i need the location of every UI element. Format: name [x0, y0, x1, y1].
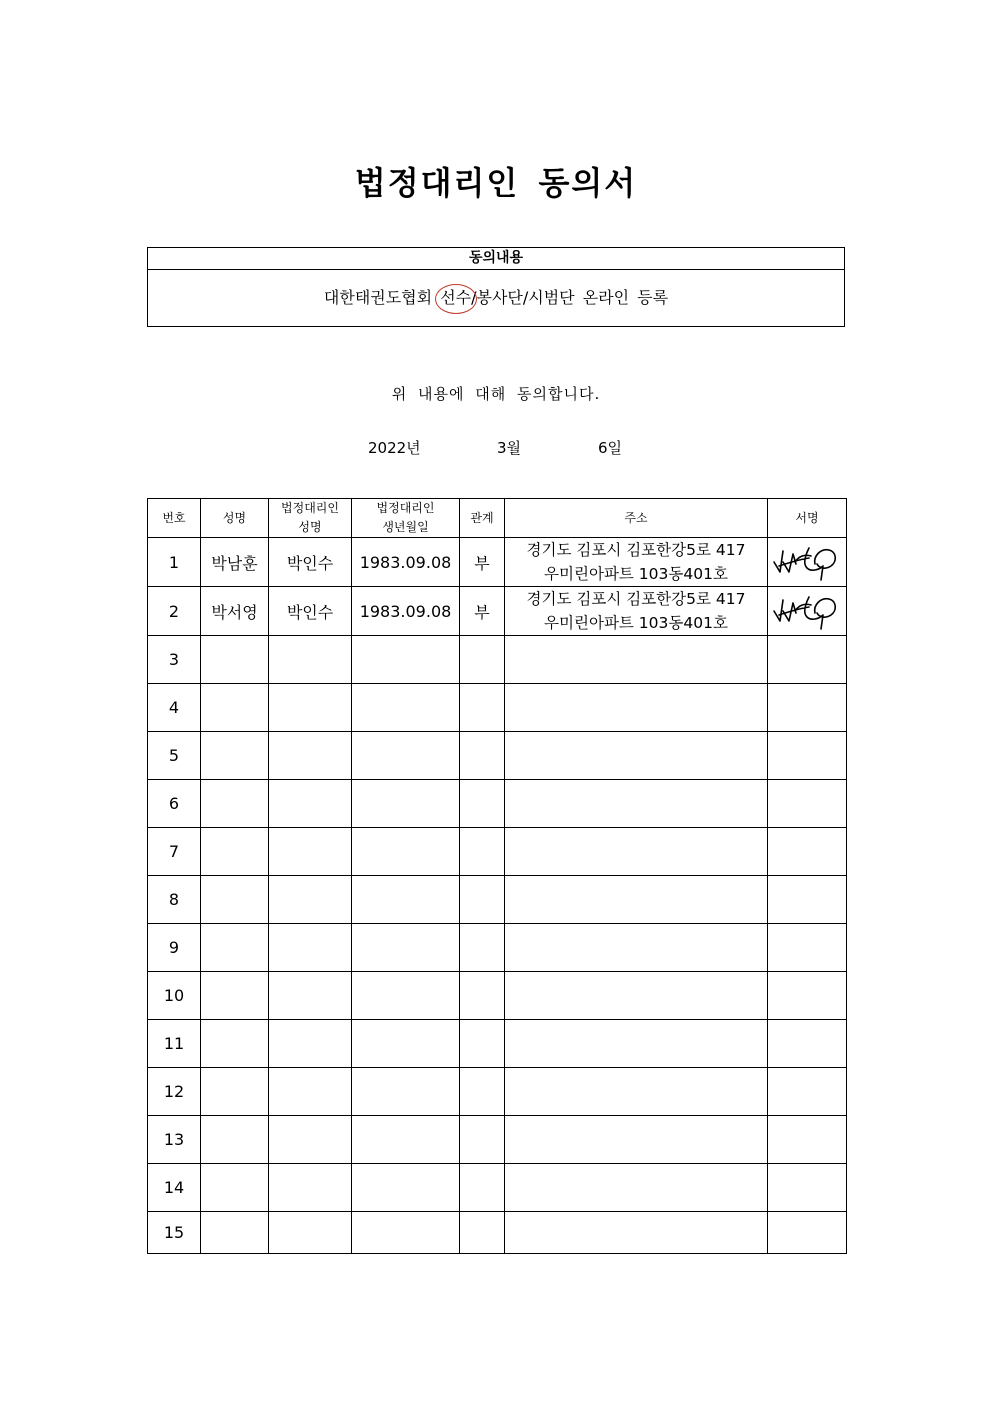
cell-rep-birth: [352, 1116, 460, 1164]
table-row: [148, 587, 847, 636]
cell-rep-name: [269, 1020, 352, 1068]
cell-address: [505, 636, 768, 684]
cell-name: [201, 924, 269, 972]
header-rep-name-line2: 성명: [298, 520, 322, 534]
registration-table: [147, 498, 847, 1254]
cell-relation: [460, 1020, 505, 1068]
table-row: [148, 828, 847, 876]
cell-relation: [460, 732, 505, 780]
cell-no: 9: [148, 924, 201, 972]
table-row: [148, 876, 847, 924]
cell-address: [505, 1068, 768, 1116]
cell-no: 7: [148, 828, 201, 876]
cell-no: 10: [148, 972, 201, 1020]
cell-signature: [768, 538, 847, 587]
cell-name: 박서영: [201, 587, 269, 636]
table-row: [148, 972, 847, 1020]
header-rep-name-line1: 법정대리인: [281, 501, 339, 515]
cell-rep-birth: [352, 972, 460, 1020]
cell-relation: [460, 828, 505, 876]
cell-rep-birth: [352, 924, 460, 972]
cell-no: 14: [148, 1164, 201, 1212]
cell-signature: [768, 1020, 847, 1068]
cell-relation: [460, 972, 505, 1020]
cell-rep-name: [269, 636, 352, 684]
table-row: [148, 780, 847, 828]
table-body: [148, 538, 847, 1254]
cell-signature: [768, 972, 847, 1020]
cell-relation: [460, 1116, 505, 1164]
date-month: 3월: [497, 439, 522, 457]
cell-no: 3: [148, 636, 201, 684]
cell-rep-name: 박인수: [269, 538, 352, 587]
address-line-1: 경기도 김포시 김포한강5로 417: [526, 541, 746, 559]
cell-name: [201, 1212, 269, 1254]
table-row: [148, 1212, 847, 1254]
cell-rep-birth: [352, 876, 460, 924]
consent-header: 동의내용: [148, 248, 844, 270]
date-year: 2022년: [368, 439, 421, 457]
consent-text-before: 대한태권도협회: [323, 288, 441, 307]
header-rep-name: [269, 499, 352, 538]
cell-relation: [460, 780, 505, 828]
cell-no: 15: [148, 1212, 201, 1254]
cell-rep-name: 박인수: [269, 587, 352, 636]
cell-rep-name: [269, 876, 352, 924]
cell-name: [201, 1164, 269, 1212]
cell-no: 2: [148, 587, 201, 636]
address-line-2: 우미린아파트 103동401호: [544, 565, 728, 583]
header-no: 번호: [148, 499, 201, 538]
date-day: 6일: [598, 439, 623, 457]
table-row: [148, 1164, 847, 1212]
cell-rep-name: [269, 924, 352, 972]
cell-address: [505, 924, 768, 972]
header-rep-birth-line1: 법정대리인: [376, 501, 435, 515]
cell-rep-name: [269, 732, 352, 780]
address-line-1: 경기도 김포시 김포한강5로 417: [526, 590, 746, 608]
cell-no: 6: [148, 780, 201, 828]
cell-relation: [460, 1212, 505, 1254]
cell-rep-name: [269, 684, 352, 732]
cell-relation: [460, 924, 505, 972]
cell-rep-name: [269, 780, 352, 828]
cell-no: 12: [148, 1068, 201, 1116]
circled-selection: 선수: [440, 270, 471, 326]
cell-no: 13: [148, 1116, 201, 1164]
cell-rep-name: [269, 972, 352, 1020]
cell-signature: [768, 636, 847, 684]
cell-name: [201, 1020, 269, 1068]
table-row: [148, 1116, 847, 1164]
cell-rep-name: [269, 1116, 352, 1164]
agreement-statement: 위 내용에 대해 동의합니다.: [391, 385, 601, 403]
cell-address: [505, 684, 768, 732]
header-rep-birth-line2: 생년월일: [382, 520, 429, 534]
cell-no: 8: [148, 876, 201, 924]
cell-address: [505, 1164, 768, 1212]
cell-rep-birth: [352, 1212, 460, 1254]
cell-relation: [460, 636, 505, 684]
table-row: [148, 1020, 847, 1068]
cell-address: [505, 538, 768, 587]
cell-no: 11: [148, 1020, 201, 1068]
cell-name: [201, 684, 269, 732]
cell-relation: [460, 1068, 505, 1116]
cell-signature: [768, 924, 847, 972]
cell-relation: [460, 684, 505, 732]
table-row: [148, 636, 847, 684]
cell-rep-birth: 1983.09.08: [352, 587, 460, 636]
signature-image: [771, 542, 843, 582]
table-row: [148, 924, 847, 972]
cell-signature: [768, 1116, 847, 1164]
cell-relation: 부: [460, 538, 505, 587]
cell-address: [505, 1116, 768, 1164]
cell-name: [201, 876, 269, 924]
cell-signature: [768, 587, 847, 636]
document-title: 법정대리인 동의서: [354, 164, 638, 202]
cell-rep-birth: [352, 1020, 460, 1068]
cell-signature: [768, 780, 847, 828]
cell-rep-birth: [352, 780, 460, 828]
cell-name: [201, 828, 269, 876]
consent-box: [147, 247, 845, 327]
cell-rep-name: [269, 1164, 352, 1212]
cell-relation: [460, 1164, 505, 1212]
consent-text: [148, 270, 844, 326]
cell-address: [505, 828, 768, 876]
cell-address: [505, 876, 768, 924]
cell-rep-name: [269, 1068, 352, 1116]
cell-address: [505, 780, 768, 828]
cell-name: [201, 972, 269, 1020]
cell-rep-name: [269, 828, 352, 876]
table-row: [148, 732, 847, 780]
cell-rep-birth: [352, 732, 460, 780]
cell-signature: [768, 732, 847, 780]
cell-relation: [460, 876, 505, 924]
cell-no: 4: [148, 684, 201, 732]
header-rep-birth: [352, 499, 460, 538]
cell-rep-birth: [352, 1068, 460, 1116]
cell-signature: [768, 828, 847, 876]
cell-address: [505, 587, 768, 636]
address-line-2: 우미린아파트 103동401호: [544, 614, 728, 632]
cell-rep-birth: [352, 1164, 460, 1212]
cell-rep-name: [269, 1212, 352, 1254]
table-header-row: [148, 499, 847, 538]
cell-rep-birth: [352, 684, 460, 732]
header-relation: 관계: [460, 499, 505, 538]
cell-signature: [768, 1164, 847, 1212]
cell-no: 5: [148, 732, 201, 780]
table-row: [148, 1068, 847, 1116]
table-row: [148, 684, 847, 732]
cell-rep-birth: 1983.09.08: [352, 538, 460, 587]
cell-signature: [768, 876, 847, 924]
cell-signature: [768, 1212, 847, 1254]
signature-image: [771, 591, 843, 631]
cell-no: 1: [148, 538, 201, 587]
consent-text-after: /봉사단/시범단 온라인 등록: [471, 288, 669, 307]
cell-name: [201, 732, 269, 780]
header-address: 주소: [505, 499, 768, 538]
cell-signature: [768, 1068, 847, 1116]
cell-name: [201, 1116, 269, 1164]
cell-address: [505, 1212, 768, 1254]
cell-signature: [768, 684, 847, 732]
header-name: 성명: [201, 499, 269, 538]
cell-name: [201, 780, 269, 828]
cell-name: [201, 636, 269, 684]
cell-address: [505, 972, 768, 1020]
cell-name: 박남훈: [201, 538, 269, 587]
header-signature: 서명: [768, 499, 847, 538]
cell-rep-birth: [352, 828, 460, 876]
cell-relation: 부: [460, 587, 505, 636]
cell-address: [505, 1020, 768, 1068]
cell-address: [505, 732, 768, 780]
table-row: [148, 538, 847, 587]
cell-rep-birth: [352, 636, 460, 684]
cell-name: [201, 1068, 269, 1116]
